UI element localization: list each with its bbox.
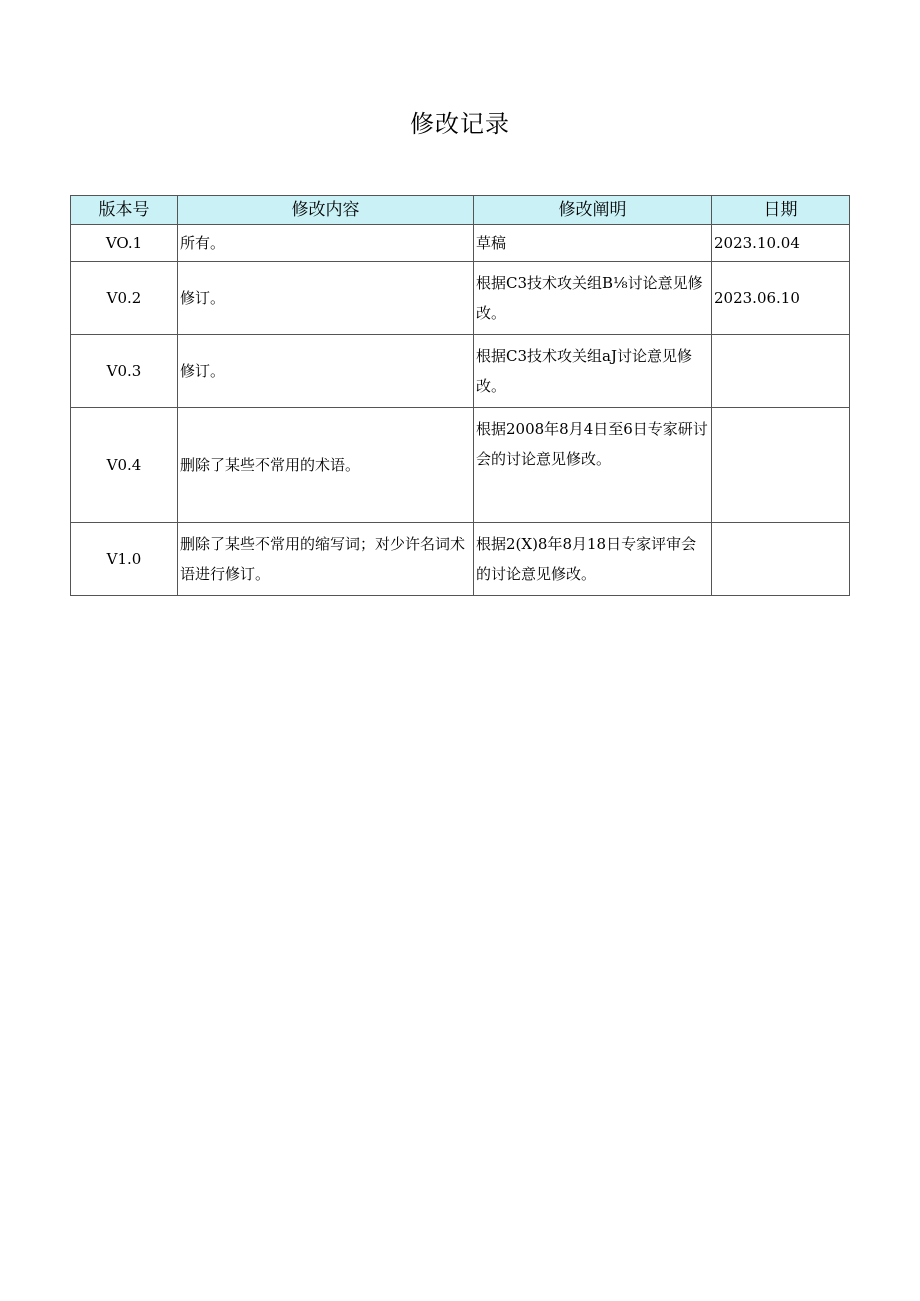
cell-version: VO.1	[71, 225, 178, 262]
cell-date	[712, 523, 850, 596]
cell-content: 修订。	[178, 262, 474, 335]
cell-version: V1.0	[71, 523, 178, 596]
cell-date	[712, 408, 850, 523]
cell-note: 根据2008年8月4日至6日专家研讨会的讨论意见修改。	[474, 408, 712, 523]
cell-date	[712, 335, 850, 408]
cell-date: 2023.10.04	[712, 225, 850, 262]
cell-content: 所有。	[178, 225, 474, 262]
table-row	[71, 523, 850, 596]
cell-content: 删除了某些不常用的缩写词；对少许名词术语进行修订。	[178, 523, 474, 596]
table-row	[71, 335, 850, 408]
cell-note: 根据C3技术攻关组aJ讨论意见修改。	[474, 335, 712, 408]
header-date: 日期	[712, 196, 850, 225]
cell-note: 根据2(X)8年8月18日专家评审会的讨论意见修改。	[474, 523, 712, 596]
table-row	[71, 408, 850, 523]
header-note: 修改阐明	[474, 196, 712, 225]
cell-version: V0.2	[71, 262, 178, 335]
revision-table	[70, 195, 850, 596]
header-content: 修改内容	[178, 196, 474, 225]
cell-date: 2023.06.10	[712, 262, 850, 335]
cell-version: V0.3	[71, 335, 178, 408]
page-title: 修改记录	[410, 110, 510, 138]
table-row	[71, 262, 850, 335]
cell-note: 根据C3技术攻关组B⅛讨论意见修改。	[474, 262, 712, 335]
cell-content: 删除了某些不常用的术语。	[178, 408, 474, 523]
header-version: 版本号	[71, 196, 178, 225]
cell-version: V0.4	[71, 408, 178, 523]
table-row	[71, 225, 850, 262]
cell-note: 草稿	[474, 225, 712, 262]
cell-content: 修订。	[178, 335, 474, 408]
table-header-row	[71, 196, 850, 225]
